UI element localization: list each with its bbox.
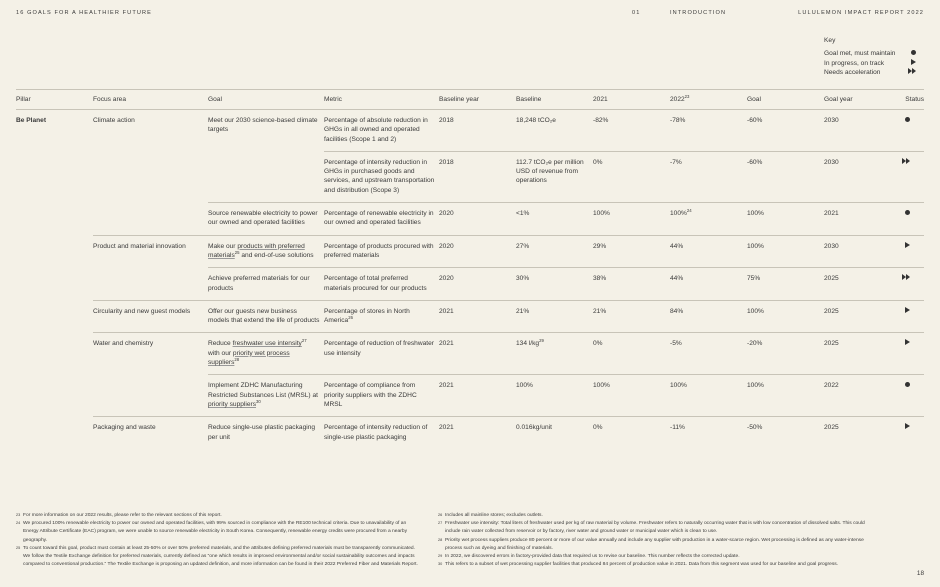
col-pillar: Pillar bbox=[16, 90, 93, 110]
footnotes-left bbox=[16, 512, 422, 569]
col-focus-area: Focus area bbox=[93, 90, 208, 110]
goal-year-cell: 2022 bbox=[824, 375, 884, 417]
goal-year-cell: 2030 bbox=[824, 151, 884, 202]
status-cell bbox=[884, 417, 924, 449]
value-2021-cell: 100% bbox=[593, 203, 670, 236]
value-2021-cell: 0% bbox=[593, 151, 670, 202]
table-row bbox=[16, 300, 924, 333]
footnote: 29 In 2022, we discovered errors in factory-provided data that required us to revise our baseline. This number reflects the corrected update. bbox=[438, 554, 740, 560]
dot-icon bbox=[905, 210, 910, 215]
focus-cell: Circularity and new guest models bbox=[93, 300, 208, 333]
goal-year-cell: 2025 bbox=[824, 333, 884, 375]
value-2022-cell: 44% bbox=[670, 235, 747, 268]
value-2021-cell: -82% bbox=[593, 110, 670, 152]
footnote: 23 For more information on our 2022 results, please refer to the relevant sections of this report. bbox=[16, 513, 222, 518]
triangle-icon bbox=[905, 423, 910, 429]
metric-cell: Percentage of stores in North America$^{26}$ bbox=[324, 300, 439, 333]
key-title: Key bbox=[824, 37, 836, 44]
baseline-year-cell: 2021 bbox=[439, 333, 516, 375]
col-2022: 2022$^{23}$ bbox=[670, 90, 747, 110]
table-row bbox=[16, 110, 924, 152]
double-triangle-icon bbox=[908, 68, 916, 78]
col-baseline-year: Baseline year bbox=[439, 90, 516, 110]
metric-cell: Percentage of products procured with preferred materials bbox=[324, 235, 439, 268]
col-goal-year: Goal year bbox=[824, 90, 884, 110]
dot-icon bbox=[905, 382, 910, 387]
priority-suppliers-link[interactable]: priority suppliers bbox=[208, 400, 257, 408]
dot-icon bbox=[911, 49, 916, 59]
baseline-year-cell: 2021 bbox=[439, 300, 516, 333]
footnote: 28 Priority wet process suppliers produce 80 percent or more of our value annually and include any supplier with production in a water-scarce region. Wet processing is defined as any water-intense process such as dyeing and finishing of materials. bbox=[438, 537, 864, 551]
priority-wet-process-suppliers-link[interactable]: priority wet process suppliers bbox=[208, 349, 290, 367]
focus-cell: Packaging and waste bbox=[93, 424, 156, 432]
target-cell: 75% bbox=[747, 268, 824, 301]
footnote: 30 This refers to a subset of wet processing supplier facilities that produced 84 percent of production value in 2021. Data from this segment was used for our baseline and goal progress. bbox=[438, 562, 839, 568]
footnote: 26 Includes all mainline stores; excludes outlets. bbox=[438, 513, 543, 518]
value-2021-cell: 29% bbox=[593, 235, 670, 268]
section-link-introduction[interactable]: INTRODUCTION bbox=[670, 10, 727, 16]
baseline-cell: 134 $l/kg^{29}$ bbox=[516, 333, 593, 375]
metric-cell: Percentage of reduction of freshwater use intensity bbox=[324, 333, 439, 375]
triangle-icon bbox=[905, 307, 910, 313]
key-label: In progress, on track bbox=[824, 59, 885, 67]
table-row bbox=[16, 333, 924, 375]
pillar-cell: Be Planet bbox=[16, 117, 47, 124]
goal-cell: Reduce freshwater use intensity$^{27}$ with our priority wet process suppliers$^{28}$ bbox=[208, 333, 324, 375]
target-cell: 100% bbox=[747, 375, 824, 417]
table-header-row bbox=[16, 90, 924, 110]
double-triangle-icon bbox=[902, 274, 910, 283]
value-2022-cell: 44% bbox=[670, 268, 747, 301]
key-item-goal-met bbox=[824, 49, 916, 59]
double-triangle-icon bbox=[902, 158, 910, 167]
baseline-year-cell: 2020 bbox=[439, 235, 516, 268]
baseline-cell: <1% bbox=[516, 203, 593, 236]
value-2021-cell: 21% bbox=[593, 300, 670, 333]
col-2021: 2021 bbox=[593, 90, 670, 110]
baseline-cell: 18,248 tCO₂e bbox=[516, 110, 593, 152]
triangle-icon bbox=[905, 339, 910, 345]
status-cell bbox=[884, 375, 924, 417]
footnote: 24 We procured 100% renewable electricity to power our owned and operated facilities, with 99% sourced in compliance with the RE100 technical criteria. Due to unavailability of an Energy Attribute Certificate (EAC) program, we were unable to source renewable electricity in South Korea. Consequently, renewable energy credits were procured from a nearby geography. bbox=[16, 521, 408, 543]
value-2021-cell: 0% bbox=[593, 333, 670, 375]
value-2022-cell: 100% bbox=[670, 375, 747, 417]
page-header bbox=[16, 10, 924, 22]
baseline-year-cell: 2020 bbox=[439, 268, 516, 301]
baseline-cell: 0.016kg/unit bbox=[516, 424, 552, 432]
target-cell: 100% bbox=[747, 235, 824, 268]
col-goal: Goal bbox=[208, 90, 324, 110]
value-2022-cell: -78% bbox=[670, 110, 747, 152]
status-cell bbox=[884, 235, 924, 268]
footnote: 25 To count toward this goal, product must contain at least 25-50% or over 50% preferred materials, and the attributes defining preferred materials must be transparently communicated. We follow the Textile Exchange definition for preferred materials, currently defined as “one which results in improved environmental and/or social sustainability outcomes and impacts compared to conventional production.” The Textile Exchange is proposing an updated definition, and more information can be found in their 2022 Preferred Fiber and Materials Report. bbox=[16, 545, 418, 568]
value-2021-cell: 0% bbox=[593, 424, 603, 432]
table-row bbox=[16, 235, 924, 268]
baseline-year-cell: 2018 bbox=[439, 151, 516, 202]
baseline-cell: 100% bbox=[516, 375, 593, 417]
page-number: 18 bbox=[916, 570, 924, 577]
value-2022-cell: -11% bbox=[670, 424, 685, 432]
goal-cell: Meet our 2030 science-based climate targets bbox=[208, 110, 324, 203]
status-key bbox=[824, 36, 916, 78]
baseline-cell: 30% bbox=[516, 268, 593, 301]
goal-year-cell: 2030 bbox=[824, 110, 884, 152]
baseline-cell: 112.7 tCO₂e per million USD of revenue from operations bbox=[516, 151, 593, 202]
status-cell bbox=[884, 268, 924, 301]
goal-cell: Make our products with preferred materials$^{25}$ and end-of-use solutions bbox=[208, 235, 324, 268]
report-section-title: 16 GOALS FOR A HEALTHIER FUTURE bbox=[16, 10, 152, 16]
status-cell bbox=[884, 300, 924, 333]
triangle-icon bbox=[905, 242, 910, 248]
baseline-year-cell: 2021 bbox=[439, 424, 454, 432]
value-2021-cell: 38% bbox=[593, 268, 670, 301]
value-2022-cell: -5% bbox=[670, 333, 747, 375]
goal-cell: Achieve preferred materials for our products bbox=[208, 268, 324, 301]
target-cell: 100% bbox=[747, 203, 824, 236]
goals-table bbox=[16, 89, 924, 449]
metric-cell: Percentage of renewable electricity in our owned and operated facilities bbox=[324, 203, 439, 236]
section-number[interactable]: 01 bbox=[632, 10, 641, 16]
value-2021-cell: 100% bbox=[593, 375, 670, 417]
goal-year-cell: 2025 bbox=[824, 424, 839, 432]
baseline-cell: 21% bbox=[516, 300, 593, 333]
metric-cell: Percentage of intensity reduction in GHGs in purchased goods and services, and upstream transportation and distribution (Scope 3) bbox=[324, 151, 439, 202]
metric-cell: Percentage of absolute reduction in GHGs in all owned and operated facilities (Scope 1 and 2) bbox=[324, 110, 439, 152]
value-2022-cell: 100%$^{24}$ bbox=[670, 203, 747, 236]
target-cell: -50% bbox=[747, 424, 763, 432]
focus-cell: Climate action bbox=[93, 110, 208, 236]
target-cell: -60% bbox=[747, 110, 824, 152]
metric-cell: Percentage of total preferred materials procured for our products bbox=[324, 268, 439, 301]
value-2022-cell: -7% bbox=[670, 151, 747, 202]
goal-year-cell: 2030 bbox=[824, 235, 884, 268]
goal-year-cell: 2025 bbox=[824, 268, 884, 301]
dot-icon bbox=[905, 117, 910, 122]
target-cell: 100% bbox=[747, 300, 824, 333]
key-label: Goal met, must maintain bbox=[824, 49, 896, 57]
goal-cell: Offer our guests new business models that extend the life of products bbox=[208, 300, 324, 333]
key-item-on-track bbox=[824, 59, 916, 69]
status-cell bbox=[884, 110, 924, 152]
freshwater-use-intensity-link[interactable]: freshwater use intensity bbox=[232, 340, 302, 348]
goal-year-cell: 2025 bbox=[824, 300, 884, 333]
goal-year-cell: 2021 bbox=[824, 203, 884, 236]
goal-cell: Reduce single-use plastic packaging per unit bbox=[208, 424, 316, 441]
status-cell bbox=[884, 151, 924, 202]
report-title: LULULEMON IMPACT REPORT 2022 bbox=[798, 10, 924, 16]
goal-cell: Source renewable electricity to power our owned and operated facilities bbox=[208, 203, 324, 236]
col-status: Status bbox=[884, 90, 924, 110]
baseline-cell: 27% bbox=[516, 235, 593, 268]
focus-cell: Water and chemistry bbox=[93, 333, 208, 417]
target-cell: -60% bbox=[747, 151, 824, 202]
status-cell bbox=[884, 203, 924, 236]
focus-cell: Product and material innovation bbox=[93, 235, 208, 300]
baseline-year-cell: 2020 bbox=[439, 203, 516, 236]
preferred-materials-link[interactable]: products with preferred materials bbox=[208, 242, 305, 259]
metric-cell: Percentage of intensity reduction of single-use plastic packaging bbox=[324, 424, 428, 441]
value-2022-cell: 84% bbox=[670, 300, 747, 333]
target-cell: -20% bbox=[747, 333, 824, 375]
footnote: 27 Freshwater use intensity: Total liters of freshwater used per kg of raw material by volume. Freshwater refers to naturally occurring water that is with low concentration of dissolved salts. This could include rain water collected from reservoir or by factory, river water and ground water or municipal water which is clean to use. bbox=[438, 521, 865, 535]
goal-cell: Implement ZDHC Manufacturing Restricted Substances List (MRSL) at priority suppliers$^{30}$ bbox=[208, 375, 324, 417]
table-row bbox=[16, 417, 924, 449]
baseline-year-cell: 2021 bbox=[439, 375, 516, 417]
metric-cell: Percentage of compliance from priority suppliers with the ZDHC MRSL bbox=[324, 375, 439, 417]
key-item-needs-acceleration bbox=[824, 68, 916, 78]
baseline-year-cell: 2018 bbox=[439, 110, 516, 152]
col-metric: Metric bbox=[324, 90, 439, 110]
col-target: Goal bbox=[747, 90, 824, 110]
footnotes-right bbox=[438, 512, 878, 569]
status-cell bbox=[884, 333, 924, 375]
key-label: Needs acceleration bbox=[824, 69, 881, 77]
triangle-icon bbox=[911, 59, 916, 69]
col-baseline: Baseline bbox=[516, 90, 593, 110]
